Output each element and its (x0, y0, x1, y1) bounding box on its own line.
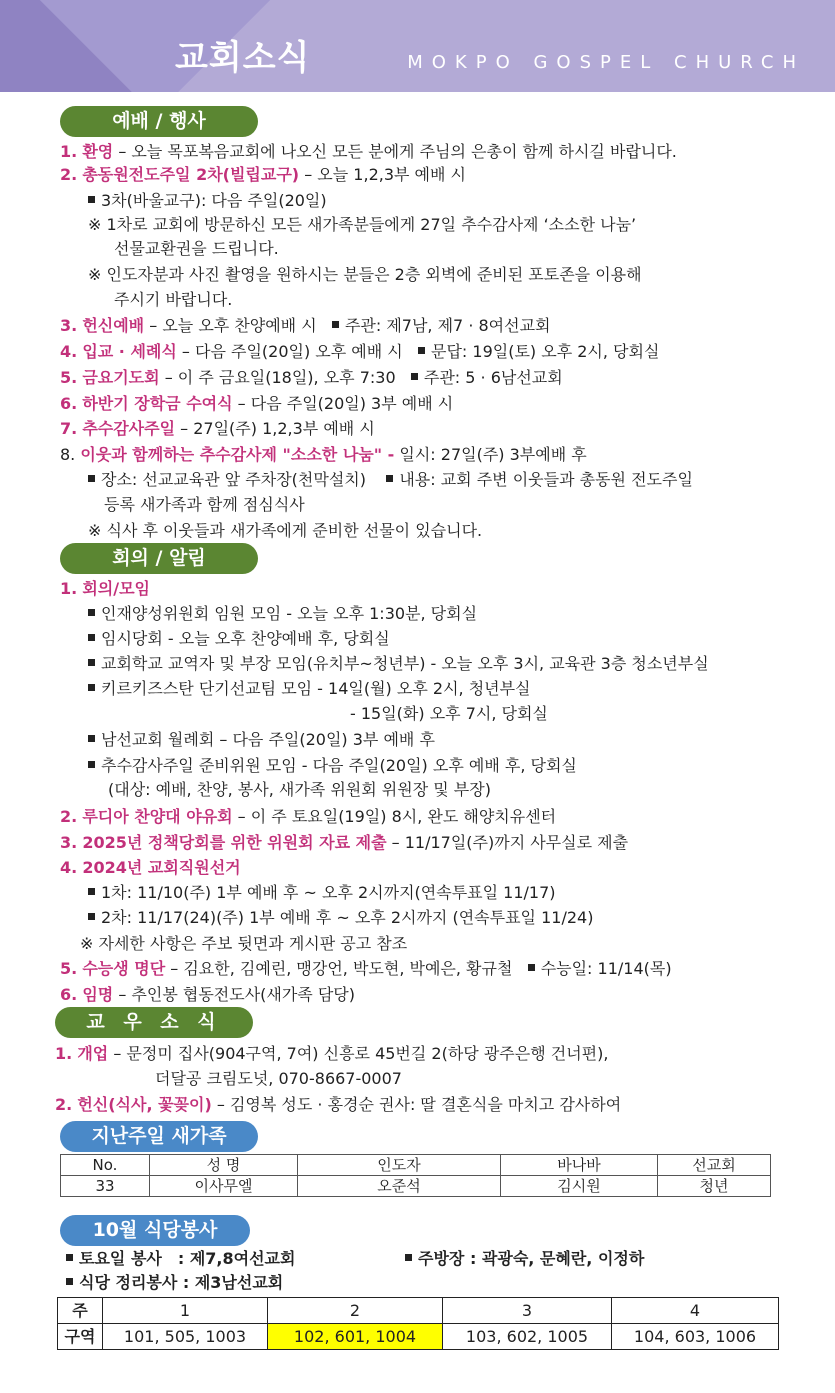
table-cell: 김시원 (501, 1176, 658, 1197)
page-title: 교회소식 (175, 38, 311, 78)
worship-item-2-sub: 3차(바울교구): 다음 주일(20일) (88, 190, 327, 212)
meeting-item-3: 3. 2025년 정책당회를 위한 위원회 자료 제출 – 11/17일(주)까지 사무실로 제출 (60, 833, 629, 852)
section-worship-heading: 예배 / 행사 (60, 106, 258, 137)
cafeteria-chef: 주방장 : 곽광숙, 문혜란, 이정하 (405, 1248, 644, 1270)
bullet-icon (88, 684, 95, 691)
table-cell: 33 (61, 1176, 150, 1197)
meeting-item-1-sub: 인재양성위원회 임원 모임 - 오늘 오후 1:30분, 당회실 (88, 603, 477, 625)
worship-item-8-note: ※ 식사 후 이웃들과 새가족에게 준비한 선물이 있습니다. (88, 521, 483, 540)
bullet-icon (88, 634, 95, 641)
table-cell: 이사무엘 (150, 1176, 298, 1197)
worship-item-3: 3. 헌신예배 – 오늘 오후 찬양예배 시 주관: 제7남, 제7 · 8여선교회 (60, 316, 551, 335)
cafeteria-table (57, 1297, 779, 1350)
table-cell: 청년 (658, 1176, 771, 1197)
table-header-cell: 주 (58, 1298, 103, 1324)
meeting-item-1-sub: 교회학교 교역자 및 부장 모임(유치부~청년부) - 오늘 오후 3시, 교육관 3층 청소년부실 (88, 653, 709, 675)
members-item-2: 2. 헌신(식사, 꽃꽂이) – 김영복 성도 · 홍경순 권사: 딸 결혼식을 마치고 감사하여 (55, 1095, 622, 1114)
table-header-row (58, 1298, 779, 1324)
worship-item-1: 1. 환영 – 오늘 목포복음교회에 나오신 모든 분에게 주님의 은총이 함께 하시길 바랍니다. (60, 142, 677, 161)
worship-item-7: 7. 추수감사주일 – 27일(주) 1,2,3부 예배 시 (60, 419, 375, 438)
bullet-icon (88, 735, 95, 742)
worship-item-8-sub: 등록 새가족과 함께 점심식사 (104, 495, 305, 514)
meeting-item-1-sub: (대상: 예배, 찬양, 봉사, 새가족 위원회 위원장 및 부장) (108, 780, 491, 799)
table-header-cell: 선교회 (658, 1155, 771, 1176)
page-subtitle: MOKPO GOSPEL CHURCH (407, 52, 805, 73)
bullet-icon (88, 913, 95, 920)
bullet-icon (332, 321, 339, 328)
bullet-icon (405, 1254, 412, 1261)
section-newcomers-heading: 지난주일 새가족 (60, 1121, 258, 1152)
section-meeting-heading: 회의 / 알림 (60, 543, 258, 574)
bullet-icon (88, 888, 95, 895)
table-header-cell: 1 (103, 1298, 268, 1324)
section-members-heading: 교 우 소 식 (55, 1007, 253, 1038)
members-item-1-cont: 더달공 크림도넛, 070-8667-0007 (155, 1069, 402, 1088)
table-cell: 104, 603, 1006 (612, 1324, 779, 1350)
table-cell: 101, 505, 1003 (103, 1324, 268, 1350)
table-cell: 오준석 (298, 1176, 501, 1197)
bullet-icon (88, 761, 95, 768)
newcomers-table (60, 1154, 771, 1197)
table-header-cell: 바나바 (501, 1155, 658, 1176)
bullet-icon (88, 196, 95, 203)
table-header-row (61, 1155, 771, 1176)
table-cell-highlighted: 102, 601, 1004 (268, 1324, 443, 1350)
cafeteria-cleanup: 식당 정리봉사 : 제3남선교회 (66, 1272, 283, 1294)
meeting-item-1-sub: 추수감사주일 준비위원 모임 - 다음 주일(20일) 오후 예배 후, 당회실 (88, 755, 577, 777)
meeting-item-1-sub: 남선교회 월례회 – 다음 주일(20일) 3부 예배 후 (88, 729, 435, 751)
table-header-cell: 4 (612, 1298, 779, 1324)
meeting-item-4-note: ※ 자세한 사항은 주보 뒷면과 게시판 공고 참조 (80, 934, 408, 953)
worship-item-5: 5. 금요기도회 – 이 주 금요일(18일), 오후 7:30 주관: 5 · 6남선교회 (60, 368, 563, 387)
bullet-icon (88, 609, 95, 616)
worship-item-6: 6. 하반기 장학금 수여식 – 다음 주일(20일) 3부 예배 시 (60, 394, 454, 413)
table-row (58, 1324, 779, 1350)
bullet-icon (88, 475, 95, 482)
worship-item-8: 8. 이웃과 함께하는 추수감사제 "소소한 나눔" - 일시: 27일(주) 3부예배 후 (60, 445, 587, 464)
table-header-cell: 2 (268, 1298, 443, 1324)
table-cell: 103, 602, 1005 (443, 1324, 612, 1350)
bullet-icon (88, 659, 95, 666)
worship-item-2-note: ※ 인도자분과 사진 촬영을 원하시는 분들은 2층 외벽에 준비된 포토존을 이용해 (88, 265, 642, 284)
header-banner (0, 0, 835, 92)
meeting-item-4-sub: 1차: 11/10(주) 1부 예배 후 ~ 오후 2시까지(연속투표일 11/17) (88, 882, 556, 904)
worship-item-2: 2. 총동원전도주일 2차(빌립교구) – 오늘 1,2,3부 예배 시 (60, 165, 467, 184)
worship-item-2-note: 선물교환권을 드립니다. (114, 239, 279, 258)
meeting-item-4: 4. 2024년 교회직원선거 (60, 858, 241, 877)
worship-item-2-note: ※ 1차로 교회에 방문하신 모든 새가족분들에게 27일 추수감사제 ‘소소한 나눔’ (88, 215, 637, 234)
cafeteria-saturday: 토요일 봉사 : 제7,8여선교회 (66, 1248, 295, 1270)
table-header-cell: No. (61, 1155, 150, 1176)
meeting-item-1-sub: - 15일(화) 오후 7시, 당회실 (350, 704, 548, 723)
meeting-item-1: 1. 회의/모임 (60, 579, 150, 598)
bullet-icon (386, 475, 393, 482)
meeting-item-5: 5. 수능생 명단 – 김요한, 김예린, 맹강언, 박도현, 박예은, 황규철 수능일: 11/14(목) (60, 959, 672, 978)
bullet-icon (528, 964, 535, 971)
table-header-cell: 인도자 (298, 1155, 501, 1176)
meeting-item-6: 6. 임명 – 추인봉 협동전도사(새가족 담당) (60, 985, 355, 1004)
worship-item-8-sub: 장소: 선교교육관 앞 주차장(천막설치) 내용: 교회 주변 이웃들과 총동원 전도주일 (88, 469, 693, 491)
worship-item-4: 4. 입교 · 세례식 – 다음 주일(20일) 오후 예배 시 문답: 19일(토) 오후 2시, 당회실 (60, 342, 660, 361)
table-row (61, 1176, 771, 1197)
section-cafeteria-heading: 10월 식당봉사 (60, 1215, 250, 1246)
meeting-item-1-sub: 임시당회 - 오늘 오후 찬양예배 후, 당회실 (88, 628, 390, 650)
meeting-item-2: 2. 루디아 찬양대 야유회 – 이 주 토요일(19일) 8시, 완도 해양치유센터 (60, 807, 557, 826)
worship-item-2-note: 주시기 바랍니다. (114, 290, 233, 309)
table-header-cell: 3 (443, 1298, 612, 1324)
meeting-item-4-sub: 2차: 11/17(24)(주) 1부 예배 후 ~ 오후 2시까지 (연속투표일 11/24) (88, 907, 593, 929)
table-cell: 구역 (58, 1324, 103, 1350)
bullet-icon (66, 1254, 73, 1261)
bullet-icon (411, 373, 418, 380)
table-header-cell: 성 명 (150, 1155, 298, 1176)
meeting-item-1-sub: 키르키즈스탄 단기선교팀 모임 - 14일(월) 오후 2시, 청년부실 (88, 678, 531, 700)
bullet-icon (418, 347, 425, 354)
members-item-1: 1. 개업 – 문정미 집사(904구역, 7여) 신흥로 45번길 2(하당 광주은행 건너편), (55, 1044, 609, 1063)
bullet-icon (66, 1278, 73, 1285)
